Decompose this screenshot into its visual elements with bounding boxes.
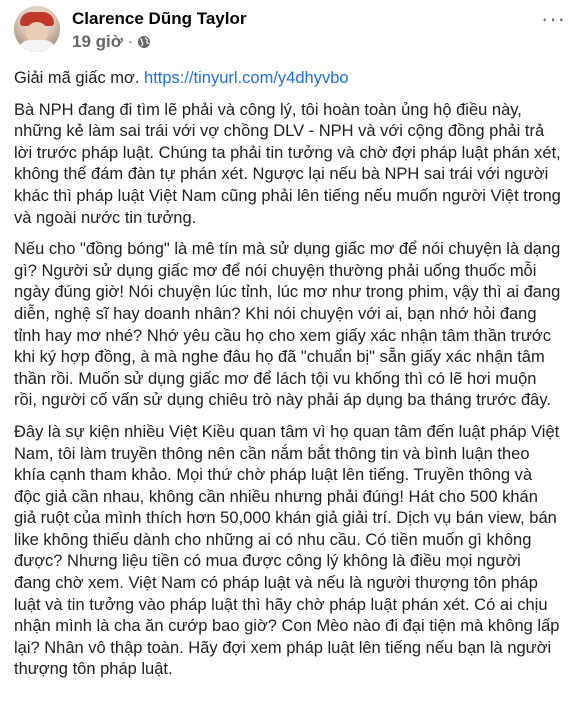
- post-time[interactable]: 19 giờ: [72, 32, 123, 51]
- author-name[interactable]: Clarence Dũng Taylor: [72, 9, 247, 28]
- post-paragraph-3: Đây là sự kiện nhiều Việt Kiều quan tâm vì họ quan tâm đến luật pháp Việt Nam, tôi làm truyền thông nên cần nắm bắt thông tin và bình luận theo khía cạnh tham khảo. Mọi thứ chờ pháp luật lên tiếng. Truyền thông và độc giả cần nhau, không cần nhiều nhưng phải đúng! Hát cho 500 khán giả ruột của mình thích hơn 50,000 khán giả giải trí. Dịch vụ bán view, bán like không thiếu dành cho những ai có nhu cầu. Có tiền muốn gì không được? Nhưng liệu tiền có mua được công lý không là điều mọi người đang chờ xem. Việt Nam có pháp luật và nếu là người thượng tôn pháp luật và tin tưởng vào pháp luật thì hãy chờ pháp luật phán xét. Có ai chịu nhận mình là cha ăn cướp bao giờ? Con Mèo nào đi đại tiện mà không lấp lại? Nhân vô thập toàn. Hãy đợi xem pháp luật lên tiếng nếu bạn là người thượng tôn pháp luật.: [14, 422, 560, 679]
- post-intro: [14, 68, 562, 90]
- post-paragraph-1: Bà NPH đang đi tìm lẽ phải và công lý, tôi hoàn toàn ủng hộ điều này, những kẻ làm sai trái với vợ chồng DLV - NPH và với cộng đồng phải trả lời trước pháp luật. Chúng ta phải tin tưởng và chờ đợi pháp luật phán xét, không thể đám đàn tự phán xét. Ngược lại nếu bà NPH sai trái với người khác thì pháp luật Việt Nam cũng phải lên tiếng nếu muốn người Việt trong và ngoài nước tin tưởng.: [14, 100, 561, 227]
- intro-text: Giải mã giấc mơ.: [14, 69, 145, 87]
- post-header: [14, 6, 566, 60]
- post-paragraph-2: Nếu cho "đồng bóng" là mê tín mà sử dụng giấc mơ để nói chuyện là dạng gì? Người sử dụng giấc mơ để nói chuyện thường phải uống thuốc mỗi ngày đúng giờ! Nói chuyện lúc tỉnh, lúc mơ như trong phim, vậy thì ai đang diễn, nghệ sĩ hay doanh nhân? Khi nói chuyện với ai, bạn nhớ hỏi đang tỉnh hay mơ nhé? Nhớ yêu cầu họ cho xem giấy xác nhận tâm thần trước khi ký hợp đồng, à mà nghe đâu họ đã "chuẩn bị" sẵn giấy xác nhận tâm thần rồi. Muốn sử dụng giấc mơ để lách tội vu khống thì có lẽ hơi muộn rồi, người cố vấn sử dụng chiêu trò này phải áp dụng ba tháng trước đây.: [14, 240, 561, 410]
- intro-link[interactable]: https://tinyurl.com/y4dhyvbo: [144, 69, 349, 87]
- avatar[interactable]: [14, 6, 60, 52]
- post-meta: [72, 6, 246, 51]
- globe-icon[interactable]: [137, 35, 151, 49]
- separator-dot: ·: [127, 33, 133, 50]
- post-body: [14, 68, 566, 681]
- post-subline: [72, 33, 246, 51]
- more-options-button[interactable]: ···: [541, 6, 566, 31]
